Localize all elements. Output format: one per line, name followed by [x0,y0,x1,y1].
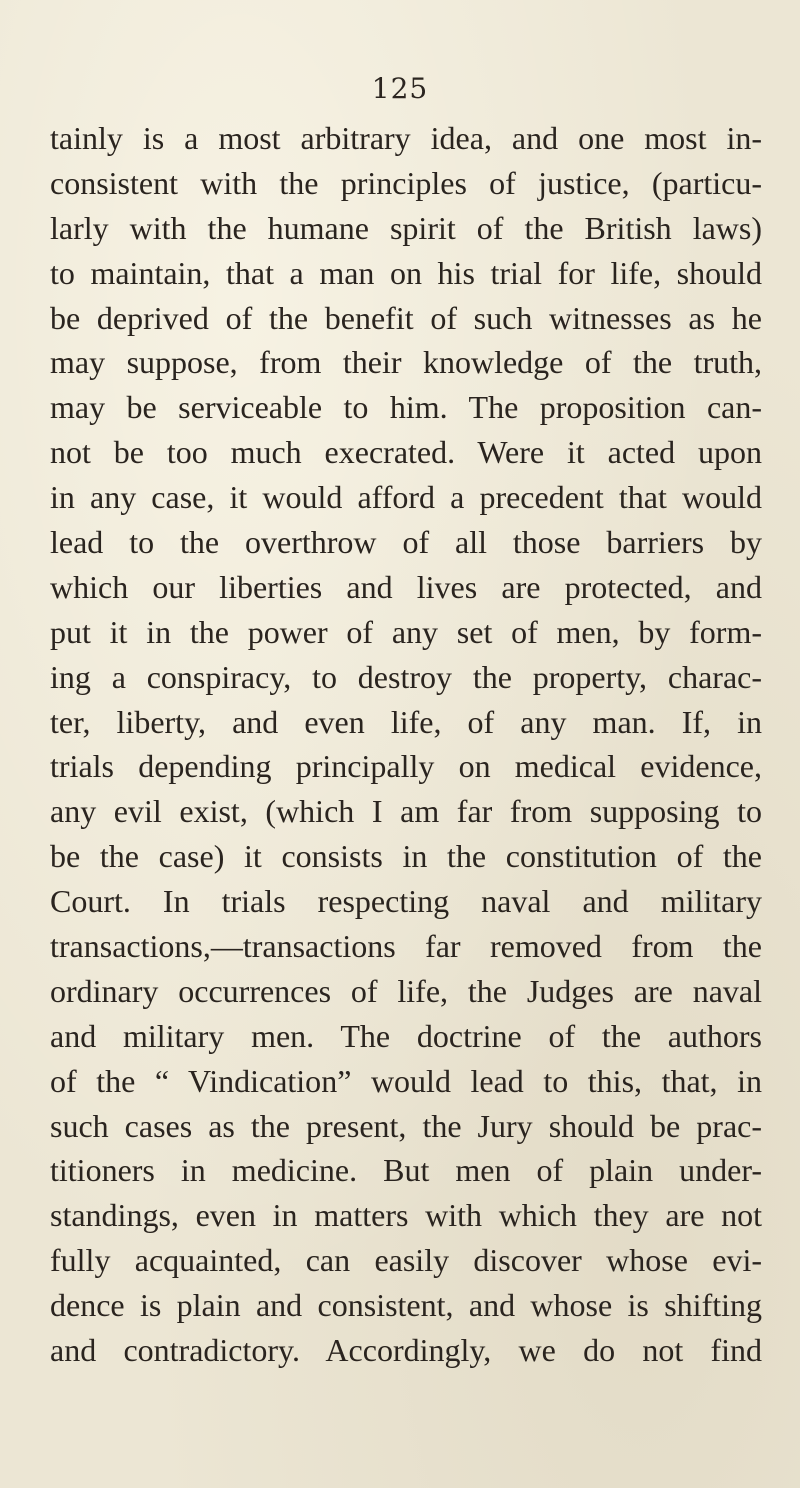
text-line: be deprived of the benefit of such witnesses as he [50,299,762,336]
text-line: trials depending principally on medical evidence, [50,748,762,785]
text-line: ing a conspiracy, to destroy the property, charac- [50,658,762,695]
text-line: and contradictory. Accordingly, we do not find [50,1332,762,1369]
text-line: such cases as the present, the Jury should be prac- [50,1107,762,1144]
text-line: may suppose, from their knowledge of the truth, [50,344,762,381]
text-line: of the “ Vindication” would lead to this, that, in [50,1062,762,1099]
text-line: Court. In trials respecting naval and military [50,883,762,920]
text-line: put it in the power of any set of men, by form- [50,613,762,650]
text-line: standings, even in matters with which they are not [50,1197,762,1234]
text-line: not be too much execrated. Were it acted upon [50,434,762,471]
text-line: may be serviceable to him. The proposition can- [50,389,762,426]
text-line: and military men. The doctrine of the authors [50,1017,762,1054]
text-line: in any case, it would afford a precedent that would [50,479,762,516]
text-line: be the case) it consists in the constitution of the [50,838,762,875]
text-line: which our liberties and lives are protected, and [50,568,762,605]
text-line: any evil exist, (which I am far from supposing to [50,793,762,830]
text-line: ordinary occurrences of life, the Judges are naval [50,972,762,1009]
text-line: lead to the overthrow of all those barriers by [50,524,762,561]
text-line: transactions,—transactions far removed from the [50,928,762,965]
text-line: dence is plain and consistent, and whose is shifting [50,1287,762,1324]
text-line: consistent with the principles of justice, (particu- [50,164,762,201]
text-line: ter, liberty, and even life, of any man. If, in [50,703,762,740]
text-line: fully acquainted, can easily discover whose evi- [50,1242,762,1279]
page-number: 125 [371,72,429,105]
text-line: larly with the humane spirit of the British laws) [50,209,762,246]
text-line: titioners in medicine. But men of plain under- [50,1152,762,1189]
body-text [50,116,762,1373]
text-line: to maintain, that a man on his trial for life, should [50,254,762,291]
text-line: tainly is a most arbitrary idea, and one most in- [50,120,762,156]
